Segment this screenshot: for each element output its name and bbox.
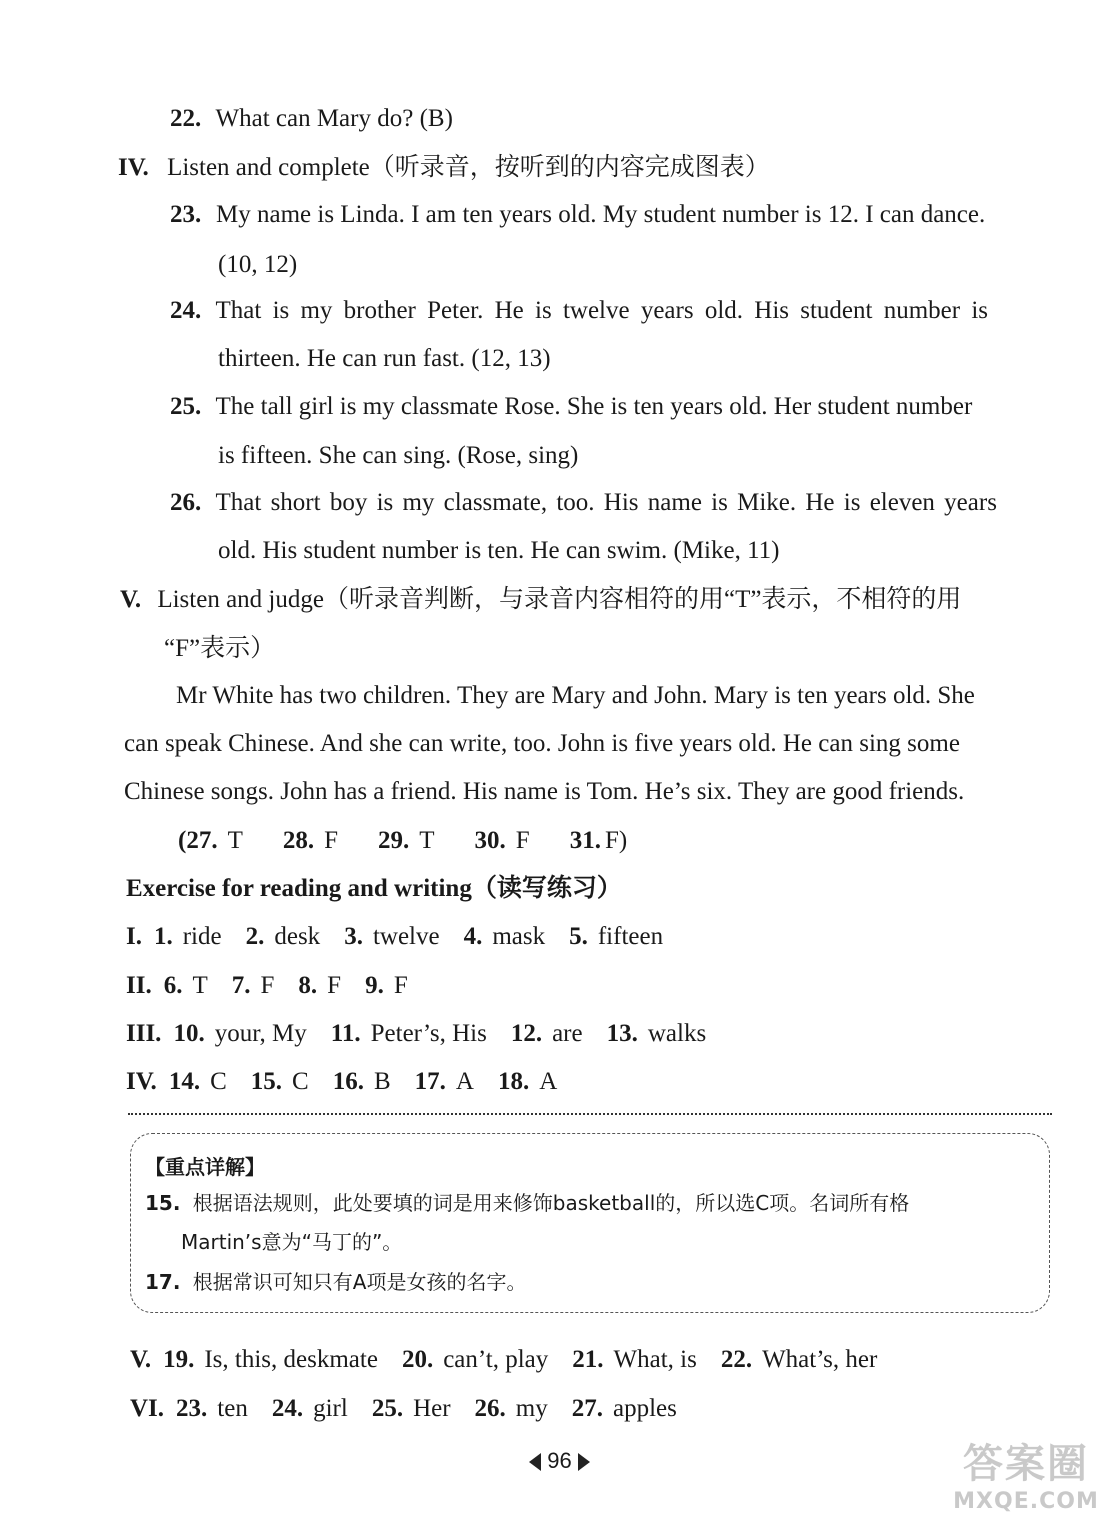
rw-answer-16: 16. B (332, 1068, 391, 1095)
reading-writing-heading: Exercise for reading and writing（读写练习） (126, 875, 622, 902)
answer-28: 28. F (282, 827, 339, 854)
q25-text: The tall girl is my classmate Rose. She is ten years old. Her student number (215, 393, 973, 420)
key-point-17: 17. 根据常识可知只有A项是女孩的名字。 (145, 1270, 527, 1294)
q26-line1 (170, 488, 1046, 518)
rw-answer-13: 13. walks (606, 1020, 707, 1047)
q26-line2: old. His student number is ten. He can swim. (Mike, 11) (218, 537, 780, 564)
q24-line2: thirteen. He can run fast. (12, 13) (218, 345, 551, 372)
rw-answer-10: 10. your, My (173, 1020, 307, 1047)
section-iv-label: IV. (118, 154, 149, 181)
rw-answer-17: 17. A (414, 1068, 474, 1095)
q24-num: 24. (170, 297, 202, 324)
watermark-logo: 答案圈 MXQE.COM (953, 1441, 1099, 1514)
answer-29: 29. T (378, 827, 435, 854)
rw-answer-8: 8. F (298, 972, 342, 999)
passage-line2: can speak Chinese. And she can write, too. John is five years old. He can sing some (124, 730, 960, 757)
rw-row-5-label: V. (130, 1346, 152, 1373)
q25-num: 25. (170, 393, 202, 420)
rw-answer-4: 4. mask (463, 923, 546, 950)
answer-27: (27. T (178, 827, 243, 854)
rw-row-5 (130, 1345, 901, 1375)
rw-row-3-label: III. (126, 1020, 162, 1047)
key-points-title: 【重点详解】 (145, 1155, 265, 1179)
rw-answer-9: 9. F (365, 972, 408, 999)
rw-answer-19: 19. Is, this, deskmate (163, 1346, 378, 1373)
rw-answer-25: 25. Her (371, 1395, 451, 1422)
rw-answer-11: 11. Peter’s, His (330, 1020, 487, 1047)
q22-text: What can Mary do? (B) (215, 105, 453, 132)
rw-row-4 (126, 1067, 581, 1097)
rw-answer-5: 5. fifteen (569, 923, 664, 950)
q22-num: 22. (170, 105, 202, 132)
key-point-15-line1: 15. 根据语法规则，此处要填的词是用来修饰basketball的，所以选C项。名词所有格 (145, 1191, 910, 1215)
triangle-right-icon (578, 1453, 590, 1471)
rw-answer-20: 20. can’t, play (401, 1346, 549, 1373)
q24-line1 (170, 296, 1046, 326)
q25-line2: is fifteen. She can sing. (Rose, sing) (218, 442, 579, 469)
rw-row-1-label: I. (126, 923, 142, 950)
q22-line (170, 104, 453, 134)
rw-answer-26: 26. my (474, 1395, 548, 1422)
rw-answer-23: 23. ten (176, 1395, 248, 1422)
rw-answer-2: 2. desk (245, 923, 321, 950)
section-iv-title: Listen and complete（听录音，按听到的内容完成图表） (167, 154, 770, 181)
q24-text: That is my brother Peter. He is twelve years old. His student number is (215, 297, 989, 324)
q23-num: 23. (170, 201, 202, 228)
answer-31: 31. F) (569, 827, 628, 854)
section-v-title-line1: Listen and judge（听录音判断，与录音内容相符的用“T”表示，不相符的用 (157, 586, 962, 613)
section-v-heading (120, 585, 961, 615)
section-iv-heading (118, 153, 770, 183)
rw-row-1 (126, 922, 687, 952)
judge-answers (178, 826, 651, 856)
passage-line1: Mr White has two children. They are Mary and John. Mary is ten years old. She (176, 682, 975, 709)
answer-30: 30. F (474, 827, 530, 854)
rw-row-6 (130, 1394, 701, 1424)
rw-answer-22: 22. What’s, her (720, 1346, 878, 1373)
key-points-box (130, 1133, 1050, 1313)
rw-answer-14: 14. C (168, 1068, 227, 1095)
rw-row-6-label: VI. (130, 1395, 165, 1422)
rw-answer-21: 21. What, is (572, 1346, 697, 1373)
rw-answer-12: 12. are (510, 1020, 583, 1047)
rw-answer-7: 7. F (231, 972, 275, 999)
section-v-title-line2: “F”表示） (164, 635, 276, 662)
rw-answer-24: 24. girl (271, 1395, 348, 1422)
rw-row-4-label: IV. (126, 1068, 157, 1095)
rw-answer-3: 3. twelve (344, 923, 440, 950)
q25-line1 (170, 392, 1046, 422)
section-v-label: V. (120, 586, 142, 613)
rw-answer-18: 18. A (497, 1068, 558, 1095)
page-number: 96 (547, 1448, 572, 1473)
q23-text: My name is Linda. I am ten years old. My student number is 12. I can dance. (216, 201, 986, 228)
dotted-divider (128, 1113, 1052, 1115)
rw-row-2 (126, 971, 432, 1001)
rw-answer-27: 27. apples (571, 1395, 677, 1422)
passage-line3: Chinese songs. John has a friend. His name is Tom. He’s six. They are good friends. (124, 778, 965, 805)
key-point-15-line2: Martin’s意为“马丁的”。 (181, 1230, 403, 1254)
rw-answer-15: 15. C (250, 1068, 309, 1095)
q26-num: 26. (170, 489, 202, 516)
q23-line2: (10, 12) (218, 251, 298, 278)
rw-row-2-label: II. (126, 972, 152, 999)
rw-row-3 (126, 1019, 730, 1049)
q23-line1 (170, 200, 1044, 230)
q26-text: That short boy is my classmate, too. His name is Mike. He is eleven years (215, 489, 997, 516)
triangle-left-icon (529, 1453, 541, 1471)
rw-answer-1: 1. ride (153, 923, 222, 950)
rw-answer-6: 6. T (163, 972, 208, 999)
